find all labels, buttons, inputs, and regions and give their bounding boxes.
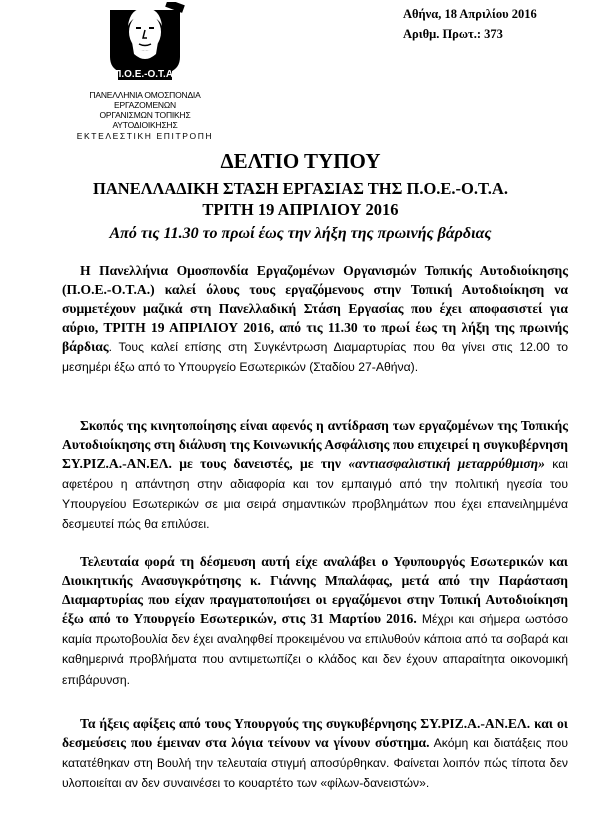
document-header <box>403 4 537 44</box>
paragraph-1-rest: . Τους καλεί επίσης στη Συγκέντρωση Διαμαρτυρίας που θα γίνει στις 12.00 το μεσημέρι έξω από το Υπουργείο Εσωτερικών (Σταδίου 27-Αθήνα). <box>62 340 568 375</box>
paragraph-3-bold: Τελευταία φορά τη δέσμευση αυτή είχε αναλάβει ο Υφυπουργός Εσωτερικών και Διοικητικής Ανασυγκρότησης κ. Γιάννης Μπαλάφας, μετά από την Παράσταση Διαμαρτυρίας που είχαν πραγματοποιήσει οι εργαζόμενοι στην Τοπική Αυτοδιοίκηση έξω από το Υπουργείο Εσωτερικών, στις 31 Μαρτίου 2016. <box>62 554 568 627</box>
paragraph-4-bold: Τα ήξεις αφίξεις από τους Υπουργούς της συγκυβέρνησης ΣΥ.ΡΙΖ.Α.-ΑΝ.ΕΛ. και οι δεσμεύσεις που έμειναν στα λόγια τείνουν να γίνουν σύστημα. <box>62 716 568 751</box>
paragraph-2-italic: «αντιασφαλιστική μεταρρύθμιση» <box>348 456 545 472</box>
paragraph-3-rest: Μέχρι και σήμερα ωστόσο καμία πρωτοβουλία δεν έχει αναληφθεί προκειμένου να επιλυθούν κάποια από τα σοβαρά και καθημερινά προβλήματα που αντιμετωπίζει ο κλάδος και δεν έχουν απαραίτητα οικονομική επιβάρυνση. <box>62 612 569 687</box>
date-line: Αθήνα, 18 Απριλίου 2016 <box>403 7 537 21</box>
organization-name <box>70 90 220 141</box>
paragraph-4-rest: Ακόμη και διατάξεις που κατατέθηκαν στη Βουλή την τελευταία στιγμή αποσύρθηκαν. Φαίνεται λοιπόν πώς τίποτα δεν υλοποιείται αν δεν συναινέσει το κουαρτέτο των «φίλων-δανειστών». <box>62 736 568 791</box>
poe-ota-logo <box>70 2 220 92</box>
paragraph-2 <box>62 416 568 535</box>
org-line-2: ΟΡΓΑΝΙΣΜΩΝ ΤΟΠΙΚΗΣ ΑΥΤΟΔΙΟΙΚΗΣΗΣ <box>99 110 191 130</box>
subtitle-strike: ΠΑΝΕΛΛΑΔΙΚΗ ΣΤΑΣΗ ΕΡΓΑΣΙΑΣ ΤΗΣ Π.Ο.Ε.-Ο.Τ.Α. <box>93 179 508 198</box>
subtitle-hours: Από τις 11.30 το πρωί έως την λήξη της πρωινής βάρδιας <box>109 225 492 242</box>
org-line-1: ΠΑΝΕΛΛΗΝΙΑ ΟΜΟΣΠΟΝΔΙΑ ΕΡΓΑΖΟΜΕΝΩΝ <box>89 90 201 110</box>
document-title: ΔΕΛΤΙΟ ΤΥΠΟΥ <box>220 149 381 173</box>
paragraph-3 <box>62 552 568 690</box>
logo-badge-text: Π.Ο.Ε.-Ο.Τ.Α. <box>114 69 176 80</box>
paragraph-4 <box>62 714 568 793</box>
paragraph-1 <box>62 261 568 378</box>
paragraph-2-bold: Σκοπός της κινητοποίησης είναι αφενός η αντίδραση των εργαζομένων της Τοπικής Αυτοδιοίκησης στη διάλυση της Κοινωνικής Ασφάλισης που επιχειρεί η συγκυβέρνηση ΣΥ.ΡΙΖ.Α.-ΑΝ.ΕΛ. με τους δανειστές, με την <box>62 418 568 472</box>
paragraph-2-rest: και αφετέρου η απάντηση στην αδιαφορία και τον εμπαιγμό από την πολιτική ηγεσία του Υπουργείου Εσωτερικών σε μια σειρά σημαντικών προβλημάτων που έχει επανειλημμένα δεσμευτεί πώς θα επιλύσει. <box>62 457 568 532</box>
paragraph-1-bold: Η Πανελλήνια Ομοσπονδία Εργαζομένων Οργανισμών Τοπικής Αυτοδιοίκησης (Π.Ο.Ε.-Ο.Τ.Α.) καλεί όλους τους εργαζόμενους στην Τοπική Αυτοδιοίκηση να συμμετέχουν μαζικά στη Πανελλαδική Στάση Εργασίας που έχει αποφασιστεί για αύριο, ΤΡΙΤΗ 19 ΑΠΡΙΛΙΟΥ 2016, από τις 11.30 το πρωί έως τη λήξη της πρωινής βάρδιας <box>62 263 568 355</box>
protocol-number: Αριθμ. Πρωτ.: 373 <box>403 27 503 41</box>
subtitle-date: ΤΡΙΤΗ 19 ΑΠΡΙΛΙΟΥ 2016 <box>202 200 399 219</box>
org-line-3: ΕΚΤΕΛΕΣΤΙΚΗ ΕΠΙΤΡΟΠΗ <box>76 131 214 141</box>
